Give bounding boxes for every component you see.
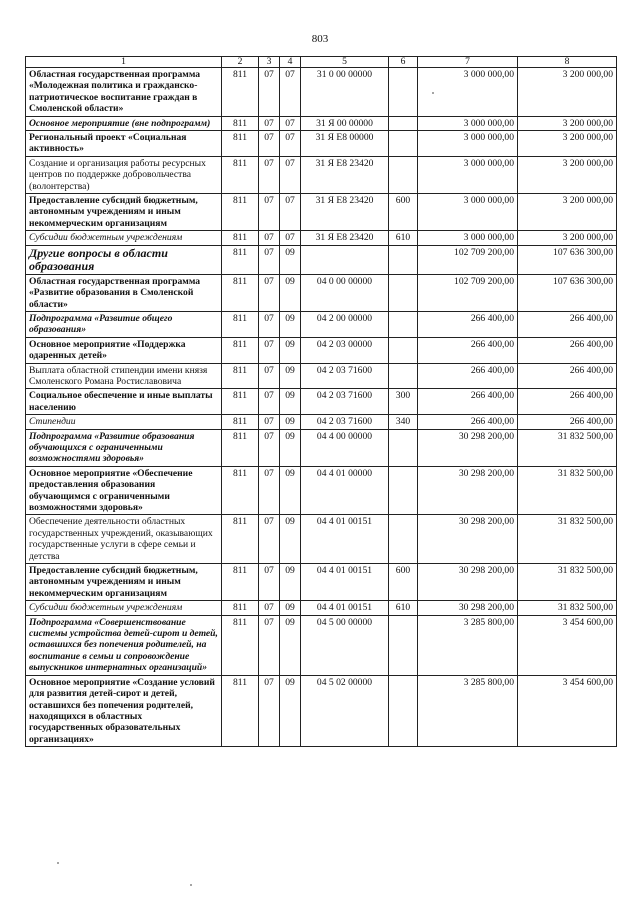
row-name: Областная государственная программа «Развитие образования в Смоленской области»	[26, 274, 222, 311]
amount-year-2: 3 200 000,00	[518, 194, 617, 231]
amount-year-1: 102 709 200,00	[418, 274, 518, 311]
subsection-code: 07	[280, 131, 301, 157]
row-name: Областная государственная программа «Молодежная политика и гражданско-патриотическое воспитание граждан в Смоленской области»	[26, 68, 222, 117]
subsection-code: 09	[280, 245, 301, 274]
row-name: Субсидии бюджетным учреждениям	[26, 231, 222, 245]
section-code: 07	[259, 415, 280, 429]
subsection-code: 07	[280, 194, 301, 231]
amount-year-1: 3 000 000,00	[418, 194, 518, 231]
page-number: 803	[311, 33, 329, 45]
target-article-code: 04 4 01 00151	[301, 601, 389, 615]
section-code: 07	[259, 68, 280, 117]
row-name: Основное мероприятие (вне подпрограмм)	[26, 116, 222, 130]
amount-year-2: 31 832 500,00	[518, 515, 617, 564]
expense-type-code	[389, 245, 418, 274]
amount-year-2: 107 636 300,00	[518, 274, 617, 311]
row-name: Подпрограмма «Развитие образования обучающихся с ограниченными возможностями здоровья»	[26, 429, 222, 466]
subsection-code: 09	[280, 675, 301, 746]
table-row	[26, 515, 617, 564]
ved-code: 811	[222, 194, 259, 231]
section-code: 07	[259, 311, 280, 337]
amount-year-1: 3 285 800,00	[418, 615, 518, 675]
expense-type-code: 610	[389, 601, 418, 615]
row-name: Социальное обеспечение и иные выплаты населению	[26, 389, 222, 415]
target-article-code: 31 Я 00 00000	[301, 116, 389, 130]
col-header: 1	[26, 57, 222, 68]
ved-code: 811	[222, 231, 259, 245]
ved-code: 811	[222, 415, 259, 429]
col-header: 5	[301, 57, 389, 68]
subsection-code: 09	[280, 564, 301, 601]
expense-type-code	[389, 615, 418, 675]
table-row	[26, 415, 617, 429]
target-article-code: 04 4 01 00000	[301, 466, 389, 515]
section-code: 07	[259, 615, 280, 675]
expense-type-code: 610	[389, 231, 418, 245]
row-name: Обеспечение деятельности областных государственных учреждений, оказывающих государственные услуги в сфере семьи и детства	[26, 515, 222, 564]
expense-type-code	[389, 363, 418, 389]
expense-type-code: 300	[389, 389, 418, 415]
amount-year-2: 3 200 000,00	[518, 156, 617, 193]
col-header: 4	[280, 57, 301, 68]
col-header: 3	[259, 57, 280, 68]
amount-year-2: 3 454 600,00	[518, 615, 617, 675]
amount-year-1: 30 298 200,00	[418, 601, 518, 615]
table-row	[26, 311, 617, 337]
scan-speck	[432, 92, 434, 94]
ved-code: 811	[222, 675, 259, 746]
expense-type-code: 600	[389, 194, 418, 231]
ved-code: 811	[222, 337, 259, 363]
amount-year-2: 3 200 000,00	[518, 68, 617, 117]
section-code: 07	[259, 675, 280, 746]
expense-type-code	[389, 466, 418, 515]
target-article-code: 04 2 03 71600	[301, 415, 389, 429]
amount-year-2: 31 832 500,00	[518, 601, 617, 615]
target-article-code: 04 2 03 71600	[301, 389, 389, 415]
amount-year-2: 107 636 300,00	[518, 245, 617, 274]
amount-year-1: 30 298 200,00	[418, 466, 518, 515]
target-article-code: 04 4 00 00000	[301, 429, 389, 466]
ved-code: 811	[222, 363, 259, 389]
target-article-code: 04 4 01 00151	[301, 515, 389, 564]
ved-code: 811	[222, 389, 259, 415]
target-article-code: 31 0 00 00000	[301, 68, 389, 117]
target-article-code: 31 Я E8 23420	[301, 156, 389, 193]
table-row	[26, 274, 617, 311]
subsection-code: 07	[280, 156, 301, 193]
amount-year-2: 31 832 500,00	[518, 429, 617, 466]
subsection-code: 09	[280, 601, 301, 615]
ved-code: 811	[222, 429, 259, 466]
amount-year-1: 266 400,00	[418, 311, 518, 337]
target-article-code: 31 Я E8 00000	[301, 131, 389, 157]
amount-year-2: 266 400,00	[518, 337, 617, 363]
row-name: Другие вопросы в области образования	[26, 245, 222, 274]
expense-type-code	[389, 156, 418, 193]
section-code: 07	[259, 274, 280, 311]
subsection-code: 09	[280, 615, 301, 675]
row-name: Предоставление субсидий бюджетным, автономным учреждениям и иным некоммерческим организациям	[26, 564, 222, 601]
section-code: 07	[259, 363, 280, 389]
ved-code: 811	[222, 564, 259, 601]
table-row	[26, 194, 617, 231]
section-code: 07	[259, 194, 280, 231]
table-row	[26, 389, 617, 415]
target-article-code: 04 4 01 00151	[301, 564, 389, 601]
subsection-code: 07	[280, 231, 301, 245]
subsection-code: 07	[280, 116, 301, 130]
row-name: Основное мероприятие «Создание условий для развития детей-сирот и детей, оставшихся без попечения родителей, находящихся в областных государственных образовательных организациях»	[26, 675, 222, 746]
subsection-code: 07	[280, 68, 301, 117]
amount-year-1: 266 400,00	[418, 363, 518, 389]
expense-type-code: 340	[389, 415, 418, 429]
amount-year-1: 3 000 000,00	[418, 68, 518, 117]
expense-type-code	[389, 274, 418, 311]
section-code: 07	[259, 116, 280, 130]
target-article-code	[301, 245, 389, 274]
section-code: 07	[259, 337, 280, 363]
table-row	[26, 337, 617, 363]
amount-year-1: 3 000 000,00	[418, 231, 518, 245]
expense-type-code	[389, 68, 418, 117]
section-code: 07	[259, 564, 280, 601]
table-row	[26, 564, 617, 601]
ved-code: 811	[222, 515, 259, 564]
target-article-code: 31 Я E8 23420	[301, 194, 389, 231]
subsection-code: 09	[280, 466, 301, 515]
subsection-code: 09	[280, 429, 301, 466]
amount-year-2: 3 200 000,00	[518, 231, 617, 245]
target-article-code: 04 2 03 71600	[301, 363, 389, 389]
row-name: Предоставление субсидий бюджетным, автономным учреждениям и иным некоммерческим организациям	[26, 194, 222, 231]
amount-year-2: 3 200 000,00	[518, 131, 617, 157]
col-header: 7	[418, 57, 518, 68]
amount-year-2: 31 832 500,00	[518, 466, 617, 515]
amount-year-1: 3 285 800,00	[418, 675, 518, 746]
section-code: 07	[259, 245, 280, 274]
table-row	[26, 116, 617, 130]
amount-year-1: 266 400,00	[418, 337, 518, 363]
subsection-code: 09	[280, 515, 301, 564]
amount-year-1: 3 000 000,00	[418, 156, 518, 193]
amount-year-1: 3 000 000,00	[418, 116, 518, 130]
section-code: 07	[259, 131, 280, 157]
scan-speck	[190, 884, 192, 886]
amount-year-1: 30 298 200,00	[418, 429, 518, 466]
header-row	[26, 57, 617, 68]
table-row	[26, 245, 617, 274]
table-row	[26, 156, 617, 193]
table-row	[26, 131, 617, 157]
subsection-code: 09	[280, 337, 301, 363]
ved-code: 811	[222, 466, 259, 515]
amount-year-2: 266 400,00	[518, 415, 617, 429]
amount-year-2: 31 832 500,00	[518, 564, 617, 601]
row-name: Стипендии	[26, 415, 222, 429]
section-code: 07	[259, 601, 280, 615]
row-name: Подпрограмма «Совершенствование системы устройства детей-сирот и детей, оставшихся без попечения родителей, на воспитание в семьи и сопровождение выпускников интернатных организаций»	[26, 615, 222, 675]
table-row	[26, 429, 617, 466]
row-name: Создание и организация работы ресурсных центров по поддержке добровольчества (волонтерства)	[26, 156, 222, 193]
table-row	[26, 68, 617, 117]
amount-year-1: 266 400,00	[418, 389, 518, 415]
ved-code: 811	[222, 68, 259, 117]
table-row	[26, 615, 617, 675]
ved-code: 811	[222, 156, 259, 193]
expense-type-code	[389, 337, 418, 363]
col-header: 2	[222, 57, 259, 68]
subsection-code: 09	[280, 415, 301, 429]
amount-year-2: 3 200 000,00	[518, 116, 617, 130]
row-name: Выплата областной стипендии имени князя Смоленского Романа Ростиславовича	[26, 363, 222, 389]
section-code: 07	[259, 389, 280, 415]
expense-type-code	[389, 116, 418, 130]
expense-type-code	[389, 311, 418, 337]
expense-type-code	[389, 515, 418, 564]
scan-speck	[57, 862, 59, 864]
budget-table	[25, 56, 617, 747]
subsection-code: 09	[280, 389, 301, 415]
table-row	[26, 231, 617, 245]
expense-type-code	[389, 429, 418, 466]
target-article-code: 04 0 00 00000	[301, 274, 389, 311]
ved-code: 811	[222, 116, 259, 130]
col-header: 8	[518, 57, 617, 68]
col-header: 6	[389, 57, 418, 68]
ved-code: 811	[222, 311, 259, 337]
section-code: 07	[259, 156, 280, 193]
row-name: Подпрограмма «Развитие общего образования»	[26, 311, 222, 337]
ved-code: 811	[222, 615, 259, 675]
target-article-code: 04 5 00 00000	[301, 615, 389, 675]
amount-year-2: 3 454 600,00	[518, 675, 617, 746]
amount-year-1: 3 000 000,00	[418, 131, 518, 157]
row-name: Субсидии бюджетным учреждениям	[26, 601, 222, 615]
ved-code: 811	[222, 245, 259, 274]
section-code: 07	[259, 231, 280, 245]
section-code: 07	[259, 466, 280, 515]
target-article-code: 04 2 03 00000	[301, 337, 389, 363]
subsection-code: 09	[280, 274, 301, 311]
row-name: Региональный проект «Социальная активность»	[26, 131, 222, 157]
ved-code: 811	[222, 601, 259, 615]
amount-year-1: 102 709 200,00	[418, 245, 518, 274]
amount-year-2: 266 400,00	[518, 389, 617, 415]
subsection-code: 09	[280, 311, 301, 337]
subsection-code: 09	[280, 363, 301, 389]
row-name: Основное мероприятие «Поддержка одаренных детей»	[26, 337, 222, 363]
expense-type-code	[389, 131, 418, 157]
table-row	[26, 675, 617, 746]
row-name: Основное мероприятие «Обеспечение предоставления образования обучающимся с ограниченными возможностями здоровья»	[26, 466, 222, 515]
amount-year-2: 266 400,00	[518, 311, 617, 337]
table-row	[26, 363, 617, 389]
target-article-code: 31 Я E8 23420	[301, 231, 389, 245]
section-code: 07	[259, 515, 280, 564]
amount-year-1: 30 298 200,00	[418, 564, 518, 601]
amount-year-2: 266 400,00	[518, 363, 617, 389]
amount-year-1: 30 298 200,00	[418, 515, 518, 564]
ved-code: 811	[222, 131, 259, 157]
table-row	[26, 466, 617, 515]
ved-code: 811	[222, 274, 259, 311]
target-article-code: 04 2 00 00000	[301, 311, 389, 337]
table-row	[26, 601, 617, 615]
section-code: 07	[259, 429, 280, 466]
amount-year-1: 266 400,00	[418, 415, 518, 429]
expense-type-code	[389, 675, 418, 746]
target-article-code: 04 5 02 00000	[301, 675, 389, 746]
expense-type-code: 600	[389, 564, 418, 601]
